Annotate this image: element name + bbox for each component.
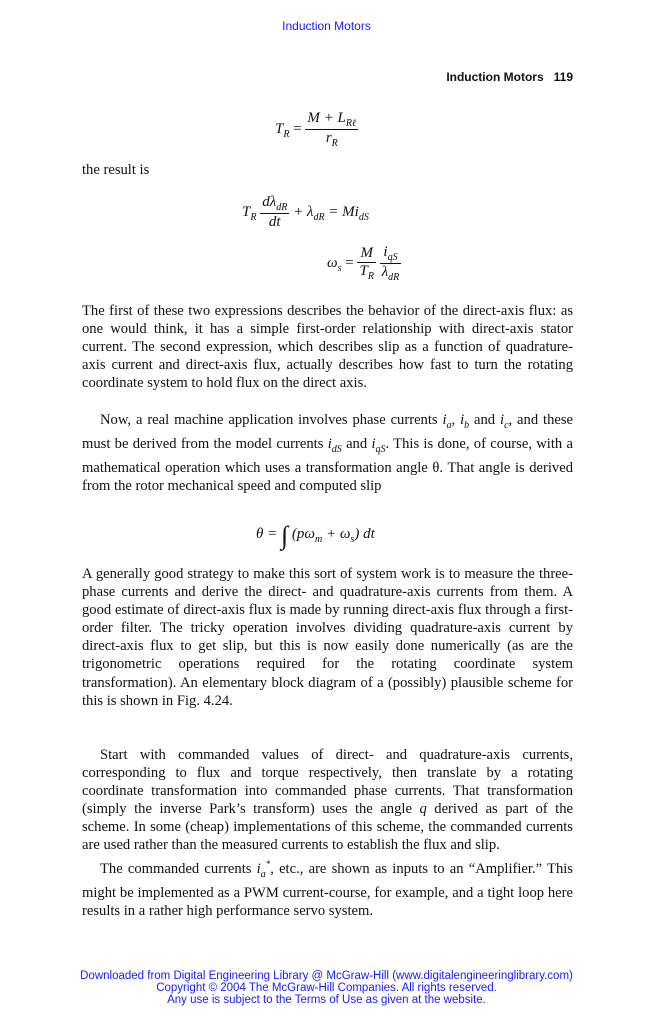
- paragraph-flux-slip: The first of these two expressions describes the behavior of the direct-axis flux: as one would think, it has a simple first-order relationship with direct-axis stator current. The second expression, which describes slip as a function of quadrature-axis current and direct-axis flux, actually describes how fast to turn the rotating coordinate system to hold flux on the direct axis.: [82, 303, 573, 392]
- equation-slip-frequency: $\omega_s$ = $\frac{M}{T_R}$ $\frac{i_{qS}}{\lambda_{dR}}$: [327, 244, 400, 283]
- running-title: Induction Motors: [446, 70, 544, 84]
- paragraph-commanded-values: Start with commanded values of direct- and quadrature-axis currents, corresponding to flux and torque respectively, then translate by a rotating coordinate transformation into commanded phase currents. That transformation (simply the inverse Park’s transform) uses the angle q derived as part of the scheme. In some (cheap) implementations of this scheme, the commanded currents are used rather than the measured currents to establish the flux and slip.: [82, 747, 573, 854]
- chapter-header-link[interactable]: Induction Motors: [282, 19, 371, 33]
- footer-copyright-line: Copyright © 2004 The McGraw-Hill Companies. All rights reserved.: [156, 982, 497, 994]
- equation-transformation-angle: θ = ∫ $(p\omega_m + \omega_s)$ dt: [256, 521, 375, 550]
- running-header: [446, 70, 573, 84]
- paragraph-phase-currents: Now, a real machine application involves phase currents $i_a$, $i_b$ and $i_c$, and these must be derived from the model currents $i_{dS}$ and $i_{qS}$. This is done, of course, with a mathematical operation which uses a transformation angle θ. That angle is derived from the rotor mechanical speed and computed slip: [82, 412, 573, 495]
- paragraph-strategy: A generally good strategy to make this sort of system work is to measure the three-phase currents and derive the direct- and quadrature-axis currents from them. A good estimate of direct-axis flux is made by running direct-axis flux through a first-order filter. The tricky operation involves dividing quadrature-axis current by direct-axis flux to get slip, but this is now easily done numerically (as are the trigonometric operations required for the rotating coordinate system transformation). An elementary block diagram of a (possibly) plausible scheme for this is shown in Fig. 4.24.: [82, 566, 573, 709]
- page-number: 119: [553, 70, 573, 84]
- text-the-result-is: the result is: [82, 162, 150, 178]
- footer-terms-link[interactable]: Any use is subject to the Terms of Use as given at the website.: [167, 994, 486, 1006]
- footer-copyright: [0, 970, 653, 1006]
- paragraph-amplifier: The commanded currents $i_a^*$, etc., are shown as inputs to an “Amplifier.” This might be implemented as a PWM current-course, for example, and a tight loop here results in a rather high performance servo system.: [82, 859, 573, 919]
- equation-rotor-time-constant: $T_R$ = $\frac{M + L_{R\ell}}{r_R}$: [275, 110, 357, 149]
- equation-direct-axis-flux: $T_R$ $\frac{d\lambda_{dR}}{dt}$ + $\lambda_{dR} = Mi_{dS}$: [242, 194, 369, 230]
- footer-download-link[interactable]: Downloaded from Digital Engineering Library @ McGraw-Hill (www.digitalengineeringlibrary.com): [80, 970, 573, 982]
